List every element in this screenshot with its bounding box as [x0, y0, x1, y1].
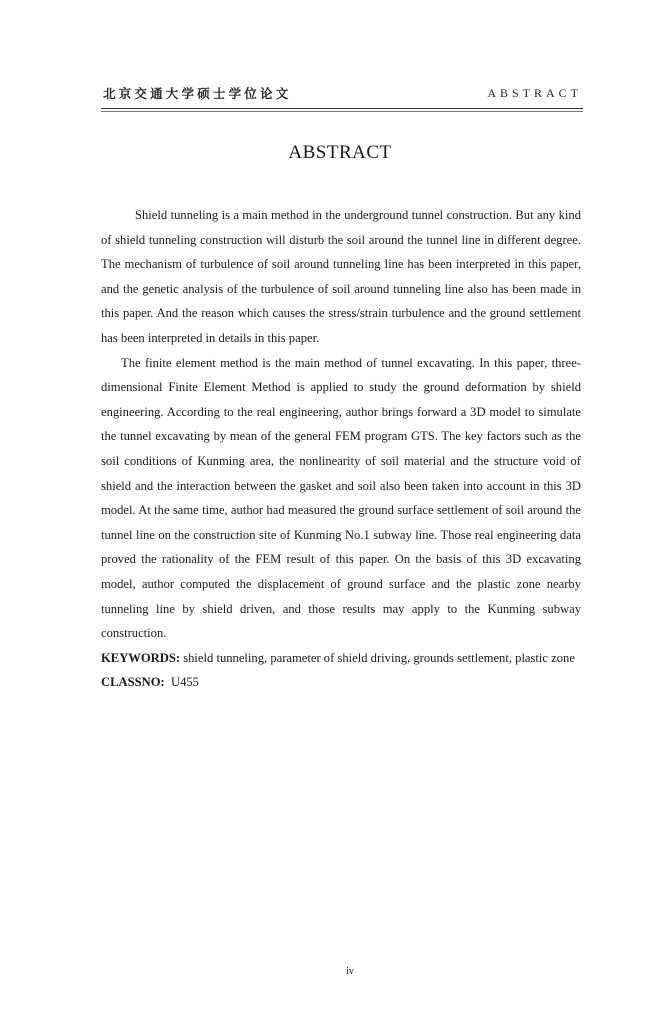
- classno-line: [101, 670, 581, 695]
- keywords-line: [101, 646, 581, 671]
- keywords-value: shield tunneling, parameter of shield driving, grounds settlement, plastic zone: [180, 650, 575, 665]
- abstract-body: [101, 203, 581, 695]
- header-thesis-title: 北京交通大学硕士学位论文: [103, 86, 292, 101]
- header-rule: [101, 108, 583, 109]
- header-section-title: ABSTRACT: [487, 86, 582, 100]
- header-rule-secondary: [101, 111, 583, 112]
- abstract-paragraph-1: Shield tunneling is a main method in the underground tunnel construction. But any kind of shield tunneling construction will disturb the soil around the tunnel line in different degree. The mechanism of turbulence of soil around tunneling line has been interpreted in this paper, and the genetic analysis of the turbulence of soil around tunneling line also has been made in this paper. And the reason which causes the stress/strain turbulence and the ground settlement has been interpreted in details in this paper.: [101, 208, 581, 345]
- page-title: ABSTRACT: [288, 142, 392, 163]
- classno-label: CLASSNO:: [101, 675, 165, 690]
- classno-value: U455: [164, 675, 199, 690]
- page-number: iv: [346, 966, 354, 977]
- abstract-paragraph-2: The finite element method is the main method of tunnel excavating. In this paper, three-dimensional Finite Element Method is applied to study the ground deformation by shield engineering. According to the real engineering, author brings forward a 3D model to simulate the tunnel excavating by mean of the general FEM program GTS. The key factors such as the soil conditions of Kunming area, the nonlinearity of soil material and the structure void of shield and the interaction between the gasket and soil also been taken into account in this 3D model. At the same time, author had measured the ground surface settlement of soil around the tunnel line on the construction site of Kunming No.1 subway line. Those real engineering data proved the rationality of the FEM result of this paper. On the basis of this 3D excavating model, author computed the displacement of ground surface and the plastic zone nearby tunneling line by shield driven, and those results may apply to the Kunming subway construction.: [101, 355, 581, 641]
- keywords-label: KEYWORDS:: [101, 650, 181, 665]
